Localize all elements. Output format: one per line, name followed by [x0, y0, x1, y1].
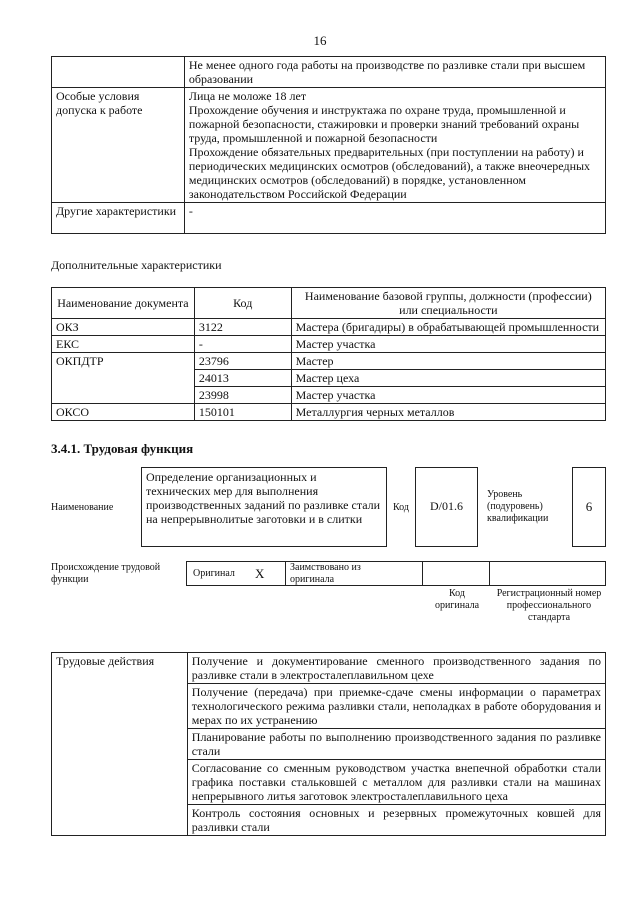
additional-table [51, 287, 606, 421]
col-header-name: Наименование базовой группы, должности (профессии) или специальности [291, 288, 605, 319]
row-value [184, 88, 605, 203]
name-label: Наименование [51, 502, 114, 513]
page-number: 16 [313, 33, 327, 48]
original-label: Оригинал [193, 568, 235, 579]
cell-code: 23998 [194, 387, 291, 404]
cell-doc: ЕКС [52, 336, 195, 353]
cell-code: 24013 [194, 370, 291, 387]
table-row [52, 653, 606, 684]
cell-doc: ОКСО [52, 404, 195, 421]
cell-name: Мастера (бригадиры) в обрабатывающей промышленности [291, 319, 605, 336]
value-line: - [188, 204, 193, 218]
original-mark: X [255, 566, 265, 581]
table-row [52, 319, 606, 336]
function-heading: 3.4.1. Трудовая функция [51, 441, 194, 456]
row-label: Особые условия допуска к работе [52, 88, 185, 203]
cell-name: Металлургия черных металлов [291, 404, 605, 421]
value-line: Лица не моложе 18 лет [188, 89, 307, 103]
origin-row [186, 561, 606, 586]
cell-name: Мастер цеха [291, 370, 605, 387]
table-row [52, 336, 606, 353]
cell-doc: ОКПДТР [52, 353, 195, 404]
function-name-box [141, 467, 387, 547]
col-header-doc: Наименование документа [52, 288, 195, 319]
action-item: Согласование со сменным руководством участка внепечной обработки стали графика поставки стальковшей с металлом для разливки стали на машинах непрерывного литья заготовок электросталеплавильного цеха [187, 760, 605, 805]
row-label [52, 57, 185, 88]
borrowed-label: Заимствовано из оригинала [290, 562, 361, 585]
level-box [572, 467, 606, 547]
cell-code: - [194, 336, 291, 353]
table-row [52, 353, 606, 370]
cell-code: 150101 [194, 404, 291, 421]
cell-code: 23796 [194, 353, 291, 370]
code-box [415, 467, 478, 547]
cell-name: Мастер участка [291, 336, 605, 353]
code-label: Код [393, 502, 409, 513]
code-caption: Код оригинала [434, 588, 480, 611]
header-row [52, 288, 606, 319]
cell-name: Мастер участка [291, 387, 605, 404]
action-item: Получение (передача) при приемке-сдаче смены информации о параметрах технологического режима разливки стали, неполадках в работе оборудования и мерах по их устранению [187, 684, 605, 729]
table-row [52, 404, 606, 421]
additional-title: Дополнительные характеристики [51, 258, 222, 272]
table-row [52, 88, 606, 203]
level-value: 6 [585, 499, 593, 514]
value-line: Не менее одного года работы на производстве по разливке стали при высшем образовании [188, 58, 586, 86]
table-row [52, 57, 606, 88]
reg-caption: Регистрационный номер профессионального стандарта [496, 588, 602, 623]
actions-label: Трудовые действия [52, 653, 188, 836]
table-row [52, 203, 606, 234]
action-item: Контроль состояния основных и резервных промежуточных ковшей для разливки стали [187, 805, 605, 836]
level-label: Уровень (подуровень) квалификации [487, 489, 549, 524]
function-name-value: Определение организационных и технических мер для выполнения производственных заданий по разливке стали на непрерывнолитые заготовки и в слитки [146, 470, 381, 526]
col-header-code: Код [194, 288, 291, 319]
origin-label: Происхождение трудовой функции [51, 562, 161, 585]
row-label: Другие характеристики [52, 203, 185, 234]
row-value [184, 57, 605, 88]
cell-name: Мастер [291, 353, 605, 370]
cell-doc: ОКЗ [52, 319, 195, 336]
action-item: Получение и документирование сменного производственного задания по разливке стали в электросталеплавильном цехе [187, 653, 605, 684]
action-item: Планирование работы по выполнению производственного задания по разливке стали [187, 729, 605, 760]
row-value [184, 203, 605, 234]
code-value: D/01.6 [430, 499, 463, 513]
cell-code: 3122 [194, 319, 291, 336]
value-line: Прохождение обучения и инструктажа по охране труда, промышленной и пожарной безопасности, стажировки и проверки знаний требований охраны труда, промышленной и пожарной безопасности [188, 103, 580, 145]
value-line: Прохождение обязательных предварительных (при поступлении на работу) и периодических медицинских осмотров (обследований), а также внеочередных медицинских осмотров (обследований) в порядке, установленном законодательством Российской Федерации [188, 145, 591, 201]
top-table [51, 56, 606, 234]
actions-table [51, 652, 606, 836]
